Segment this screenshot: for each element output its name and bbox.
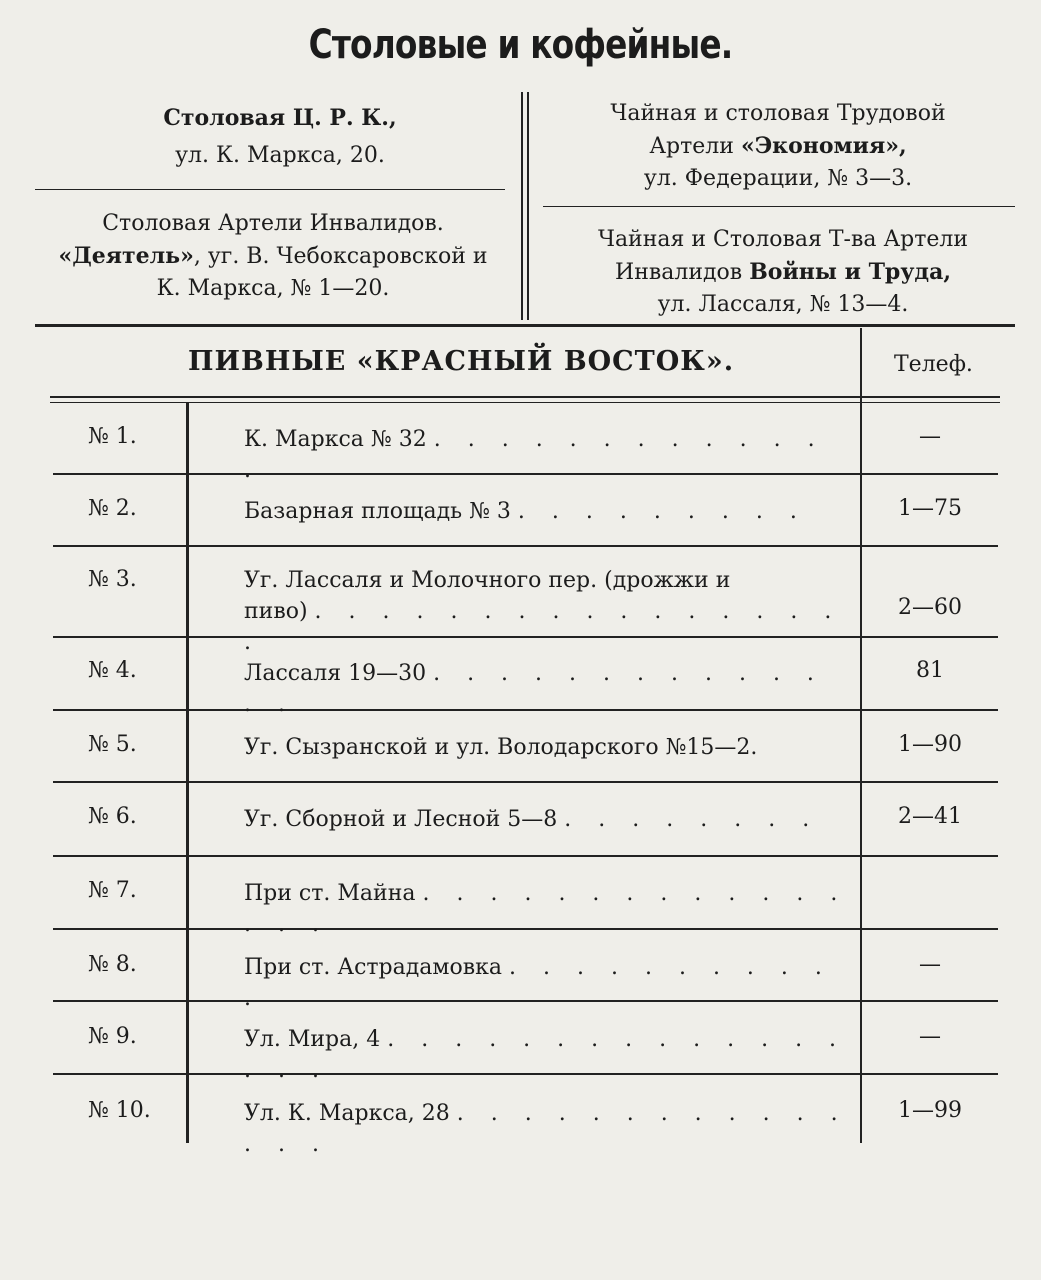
row-number: № 10. (88, 1098, 151, 1123)
diner-economia-prefix: Артели (649, 134, 734, 159)
row-number: № 3. (88, 567, 137, 592)
diner-crk-address: ул. К. Маркса, 20. (175, 143, 385, 168)
diner-crk-name: Столовая Ц. Р. К., (163, 105, 397, 131)
diner-deyatel-line2-rest: , уг. В. Чебоксаровской и (193, 244, 488, 269)
row-phone: — (919, 952, 941, 977)
row-number: № 4. (88, 658, 137, 683)
diner-separator-left (35, 189, 505, 190)
row-address (244, 1024, 854, 1086)
row-address (244, 496, 854, 527)
row-phone: — (919, 1024, 941, 1049)
column-divider-2 (527, 92, 529, 320)
row-address (244, 1098, 854, 1160)
row-address-text-2: пиво) (244, 599, 308, 624)
column-divider (521, 92, 523, 320)
row-address-text: Уг. Сборной и Лесной 5—8 (244, 807, 558, 832)
row-dots: . . . . . . . . . . . . . . (244, 661, 824, 717)
row-separator (53, 781, 998, 783)
diner-deyatel (28, 208, 518, 305)
row-number: № 6. (88, 804, 137, 829)
row-number: № 9. (88, 1024, 137, 1049)
row-dots: . . . . . . . . . . . . . . . . (244, 881, 848, 937)
row-number: № 8. (88, 952, 137, 977)
beer-heading: ПИВНЫЕ «КРАСНЫЙ ВОСТОК». (188, 346, 735, 377)
row-address-text: Ул. К. Маркса, 28 (244, 1101, 450, 1126)
diner-economia (548, 98, 1008, 195)
row-address-text: Ул. Мира, 4 (244, 1027, 381, 1052)
row-address-text: Уг. Лассаля и Молочного пер. (дрожжи и (244, 568, 731, 593)
diner-voyny-bold: Войны и Труда, (749, 259, 951, 285)
diner-voyny-truda (548, 224, 1018, 321)
row-phone: 2—41 (898, 804, 962, 829)
row-dots: . . . . . . . . . . . . . (244, 427, 825, 483)
row-number: № 2. (88, 496, 137, 521)
header-rule-1 (50, 396, 1000, 398)
row-address-text: Базарная площадь № 3 (244, 499, 511, 524)
row-phone: 1—75 (898, 496, 962, 521)
row-dots: . . . . . . . . . . . (244, 955, 832, 1011)
row-address-text: При ст. Астрадамовка (244, 955, 503, 980)
row-address-text: Уг. Сызранской и ул. Володарского №15—2. (244, 735, 758, 760)
row-dots: . . . . . . . . . . . . . . . . . (244, 599, 842, 655)
diner-crk (40, 102, 520, 172)
row-dots: . . . . . . . . . . . . . . . . . (244, 1027, 847, 1083)
row-phone: 2—60 (898, 595, 962, 620)
diner-voyny-prefix: Инвалидов (615, 260, 743, 285)
row-separator (53, 545, 998, 547)
row-address (244, 878, 854, 940)
row-address-text: При ст. Майна (244, 881, 416, 906)
row-address-text: К. Маркса № 32 (244, 427, 427, 452)
diner-voyny-line1: Чайная и Столовая Т-ва Артели (597, 227, 969, 252)
row-address (244, 658, 854, 720)
diner-deyatel-address: К. Маркса, № 1—20. (156, 276, 390, 301)
diner-voyny-line2 (548, 256, 1018, 289)
row-number: № 5. (88, 732, 137, 757)
row-separator (53, 855, 998, 857)
row-dots: . . . . . . . . . . . . . . . (244, 1101, 848, 1157)
diner-economia-line1: Чайная и столовая Трудовой (610, 101, 946, 126)
row-address (244, 565, 854, 658)
section-rule-top (35, 324, 1015, 327)
row-address (244, 424, 854, 486)
row-phone: 1—90 (898, 732, 962, 757)
row-dots: . . . . . . . . (564, 807, 820, 832)
row-address (244, 804, 854, 835)
row-phone: 1—99 (898, 1098, 962, 1123)
diner-economia-artel: «Экономия», (740, 133, 907, 159)
header-rule-2 (50, 402, 1000, 403)
phone-heading: Телеф. (894, 352, 973, 377)
row-phone: — (919, 424, 941, 449)
diner-voyny-address: ул. Лассаля, № 13—4. (657, 292, 909, 317)
diner-economia-line2 (548, 130, 1008, 163)
diner-deyatel-line2 (28, 240, 518, 273)
diner-deyatel-line1: Столовая Артели Инвалидов. (102, 211, 444, 236)
diner-deyatel-name: «Деятель» (58, 243, 194, 269)
row-number: № 7. (88, 878, 137, 903)
page-title: Столовые и кофейные. (308, 22, 733, 68)
row-dots: . . . . . . . . . (517, 499, 807, 524)
row-address (244, 732, 854, 763)
table-divider-left (186, 403, 189, 1143)
row-number: № 1. (88, 424, 137, 449)
row-address-text: Лассаля 19—30 (244, 661, 427, 686)
diner-economia-address: ул. Федерации, № 3—3. (643, 166, 913, 191)
diner-separator-right (543, 206, 1015, 207)
row-phone: 81 (916, 658, 944, 683)
row-address (244, 952, 854, 1014)
